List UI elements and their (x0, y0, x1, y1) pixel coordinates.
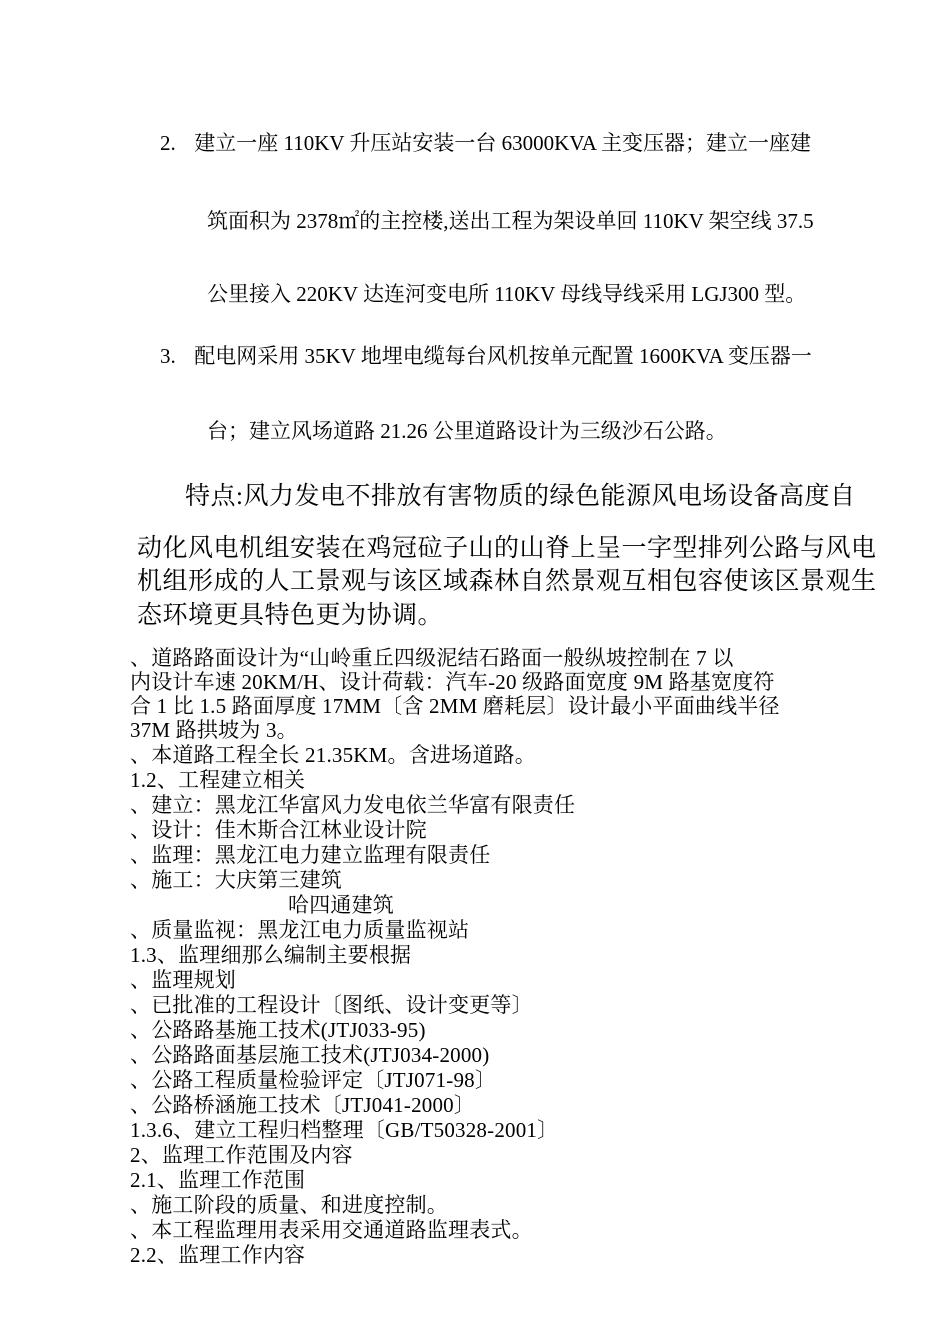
body-line-20: 1.3.6、建立工程归档整理〔GB/T50328-2001〕 (130, 1118, 559, 1142)
body-line-24: 、本工程监理用表采用交通道路监理表式。 (130, 1218, 533, 1242)
body-line-17: 、公路路面基层施工技术(JTJ034-2000) (130, 1043, 490, 1067)
body-line-10: 、施工：大庆第三建筑 (130, 868, 342, 892)
body-line-15: 、已批准的工程设计〔图纸、设计变更等〕 (130, 993, 533, 1017)
body-line-14: 、监理规划 (130, 968, 236, 992)
body-line-5: 、本道路工程全长 21.35KM。含进场道路。 (130, 743, 536, 767)
body-line-16: 、公路路基施工技术(JTJ033-95) (130, 1018, 426, 1042)
item-3-text-1: 配电网采用 35KV 地埋电缆每台风机按单元配置 1600KVA 变压器一 (194, 344, 812, 368)
item-3-line-2: 台；建立风场道路 21.26 公里道路设计为三级沙石公路。 (207, 419, 727, 443)
body-line-7: 、建立：黑龙江华富风力发电依兰华富有限责任 (130, 793, 576, 817)
item-2-line-1 (160, 133, 811, 154)
body-line-2: 内设计车速 20KM/H、设计荷载：汽车-20 级路面宽度 9M 路基宽度符 (130, 670, 775, 694)
body-line-6: 1.2、工程建立相关 (130, 768, 306, 792)
body-line-25: 2.2、监理工作内容 (130, 1243, 306, 1267)
item-3-line-1 (160, 346, 812, 367)
body-line-8: 、设计：佳木斯合江林业设计院 (130, 818, 427, 842)
body-line-9: 、监理：黑龙江电力建立监理有限责任 (130, 843, 491, 867)
body-line-1: 、道路路面设计为“山岭重丘四级泥结石路面一般纵坡控制在 7 以 (130, 646, 734, 670)
features-line-4: 态环境更具特色更为协调。 (137, 602, 444, 629)
body-line-21: 2、监理工作范围及内容 (130, 1143, 353, 1167)
item-2-line-2: 筑面积为 2378㎡的主控楼,送出工程为架设单回 110KV 架空线 37.5 (207, 209, 814, 233)
features-line-1: 特点:风力发电不排放有害物质的绿色能源风电场设备高度自 (185, 483, 856, 510)
item-2-text-1: 建立一座 110KV 升压站安装一台 63000KVA 主变压器；建立一座建 (194, 131, 812, 155)
body-line-12: 、质量监视：黑龙江电力质量监视站 (130, 918, 470, 942)
item-2-number: 2. (160, 131, 176, 155)
item-2-line-3: 公里接入 220KV 达连河变电所 110KV 母线导线采用 LGJ300 型。 (207, 282, 807, 306)
body-line-18: 、公路工程质量检验评定〔JTJ071-98〕 (130, 1068, 497, 1092)
body-line-22: 2.1、监理工作范围 (130, 1168, 306, 1192)
body-line-4: 37M 路拱坡为 3。 (130, 718, 298, 742)
body-line-11: 哈四通建筑 (288, 893, 394, 917)
body-line-23: 、施工阶段的质量、和进度控制。 (130, 1193, 448, 1217)
body-line-19: 、公路桥涵施工技术〔JTJ041-2000〕 (130, 1093, 476, 1117)
body-line-3: 合 1 比 1.5 路面厚度 17MM〔含 2MM 磨耗层〕设计最小平面曲线半径 (130, 694, 780, 718)
body-line-13: 1.3、监理细那么编制主要根据 (130, 943, 412, 967)
features-line-3: 机组形成的人工景观与该区域森林自然景观互相包容使该区景观生 (137, 568, 877, 595)
features-line-2: 动化风电机组安装在鸡冠砬子山的山脊上呈一字型排列公路与风电 (137, 535, 877, 562)
item-3-number: 3. (160, 344, 176, 368)
